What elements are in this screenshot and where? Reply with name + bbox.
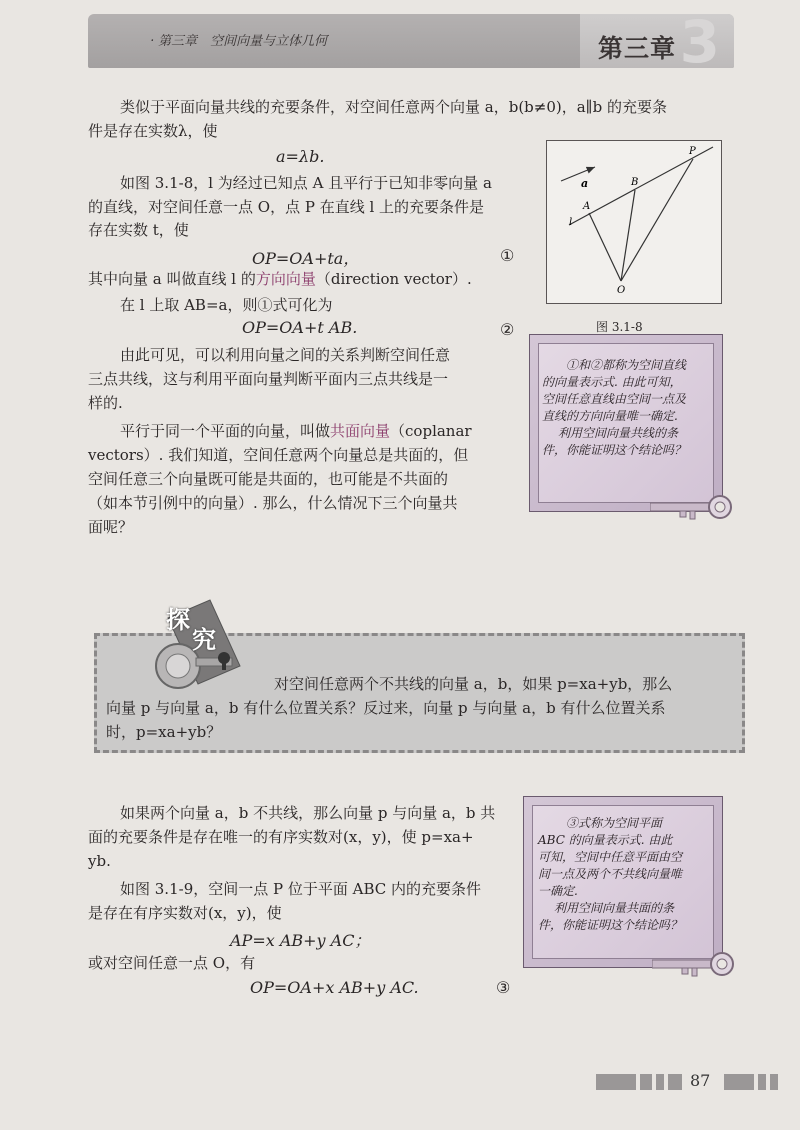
label-B: B	[631, 177, 639, 188]
note-line: 空间任意直线由空间一点及	[542, 392, 687, 406]
running-head	[150, 30, 327, 49]
explore-line: 对空间任意两个不共线的向量 a，b，如果 p=xa+yb，那么	[274, 675, 673, 693]
equation-2: OP=OA+t AB.	[242, 318, 358, 337]
paragraph-line: （如本节引例中的向量）. 那么，什么情况下三个向量共	[88, 494, 458, 512]
equation-3: OP=OA+x AB+y AC.	[250, 978, 419, 997]
equation-number: ②	[500, 320, 515, 339]
note-line: ABC 的向量表示式. 由此	[538, 833, 673, 847]
note-line: 件，你能证明这个结论吗？	[542, 443, 687, 457]
chapter-digit: 3	[679, 8, 720, 76]
paragraph-line: 的直线，对空间任意一点 O，点 P 在直线 l 上的充要条件是	[88, 198, 485, 216]
figure-caption: 图 3.1-8	[596, 320, 643, 334]
note-line: 可知，空间中任意平面由空	[538, 850, 683, 864]
note-line: ①和②都称为空间直线	[566, 358, 687, 372]
paragraph-line: 如图 3.1-9，空间一点 P 位于平面 ABC 内的充要条件	[120, 880, 482, 898]
explore-label-2: 究	[192, 626, 216, 654]
footer-bar	[596, 1074, 636, 1090]
paragraph-line: 是存在有序实数对(x，y)，使	[88, 904, 282, 922]
footer-bar	[724, 1074, 754, 1090]
paragraph-line: 或对空间任意一点 O，有	[88, 954, 256, 972]
text-span: 其中向量 a 叫做直线 l 的	[88, 270, 256, 288]
paragraph-line: 面呢？	[88, 518, 134, 536]
label-A: A	[583, 201, 591, 212]
text-span: （coplanar	[390, 422, 472, 440]
equation-number: ①	[500, 246, 515, 265]
paragraph-line: 在 l 上取 AB=a，则①式可化为	[120, 296, 333, 314]
segment-OB	[621, 190, 635, 281]
label-a: a	[581, 177, 589, 190]
equation: a=λb.	[276, 147, 325, 166]
note-line: 间一点及两个不共线向量唯	[538, 867, 683, 881]
paragraph-line	[88, 268, 472, 290]
figure-3-1-8	[546, 140, 722, 304]
paragraph-line: 样的.	[88, 394, 123, 412]
running-head-text: 第三章 空间向量与立体几何	[158, 34, 328, 49]
paragraph-line: yb.	[88, 852, 111, 870]
paragraph-line	[120, 420, 472, 442]
paragraph-line: 面的充要条件是存在唯一的有序实数对(x，y)，使 p=xa+	[88, 828, 474, 846]
key-icon	[650, 493, 732, 523]
term-coplanar-vectors: 共面向量	[330, 422, 391, 440]
vector-a-arrow	[561, 167, 595, 181]
equation: AP=x AB+y AC；	[230, 931, 371, 950]
explore-line: 时，p=xa+yb？	[106, 723, 222, 741]
note-line: 一确定.	[538, 884, 578, 898]
note-line: 利用空间向量共面的条	[554, 901, 675, 915]
explore-line: 向量 p 与向量 a，b 有什么位置关系？反过来，向量 p 与向量 a，b 有什么位置关系	[106, 699, 666, 717]
text-span: （direction vector）.	[315, 270, 472, 288]
explore-label-1: 探	[166, 606, 190, 634]
equation-number: ③	[496, 978, 511, 997]
line-l	[569, 147, 713, 225]
key-icon	[652, 950, 734, 980]
note-line: 直线的方向向量唯一确定.	[542, 409, 678, 423]
footer-bar	[668, 1074, 682, 1090]
footer-bar	[656, 1074, 664, 1090]
note-line: 的向量表示式. 由此可知，	[542, 375, 682, 389]
note-line: 利用空间向量共线的条	[558, 426, 679, 440]
line-diagram	[547, 141, 721, 303]
label-l: l	[569, 217, 573, 228]
footer-bar	[640, 1074, 652, 1090]
note-line: ③式称为空间平面	[566, 816, 663, 830]
paragraph-line: 存在实数 t，使	[88, 221, 189, 239]
footer-bar	[770, 1074, 778, 1090]
bullet-icon: ·	[150, 34, 155, 49]
paragraph-line: 空间任意三个向量既可能是共面的，也可能是不共面的	[88, 470, 449, 488]
footer-bar	[758, 1074, 766, 1090]
paragraph-line: 由此可见，可以利用向量之间的关系判断空间任意	[120, 346, 451, 364]
page-number: 87	[690, 1071, 711, 1090]
paragraph-line: 如果两个向量 a，b 不共线，那么向量 p 与向量 a，b 共	[120, 804, 496, 822]
segment-OA	[589, 213, 621, 281]
chapter-tab	[580, 8, 734, 76]
paragraph-line: 三点共线，这与利用平面向量判断平面内三点共线是一	[88, 370, 449, 388]
label-O: O	[617, 285, 626, 296]
equation-1: OP=OA+ta，	[252, 249, 360, 268]
paragraph-line: 如图 3.1-8，l 为经过已知点 A 且平行于已知非零向量 a	[120, 174, 492, 192]
paragraph-line: 件是存在实数λ，使	[88, 122, 218, 140]
chapter-title: 第三章	[598, 34, 677, 63]
paragraph-line: vectors）. 我们知道，空间任意两个向量总是共面的，但	[88, 446, 469, 464]
text-span: 平行于同一个平面的向量，叫做	[120, 422, 331, 440]
term-direction-vector: 方向向量	[255, 270, 316, 288]
label-P: P	[689, 146, 696, 157]
note-line: 件，你能证明这个结论吗？	[538, 918, 683, 932]
paragraph-line: 类似于平面向量共线的充要条件，对空间任意两个向量 a，b(b≠0)，a∥b 的充要条	[120, 98, 667, 116]
